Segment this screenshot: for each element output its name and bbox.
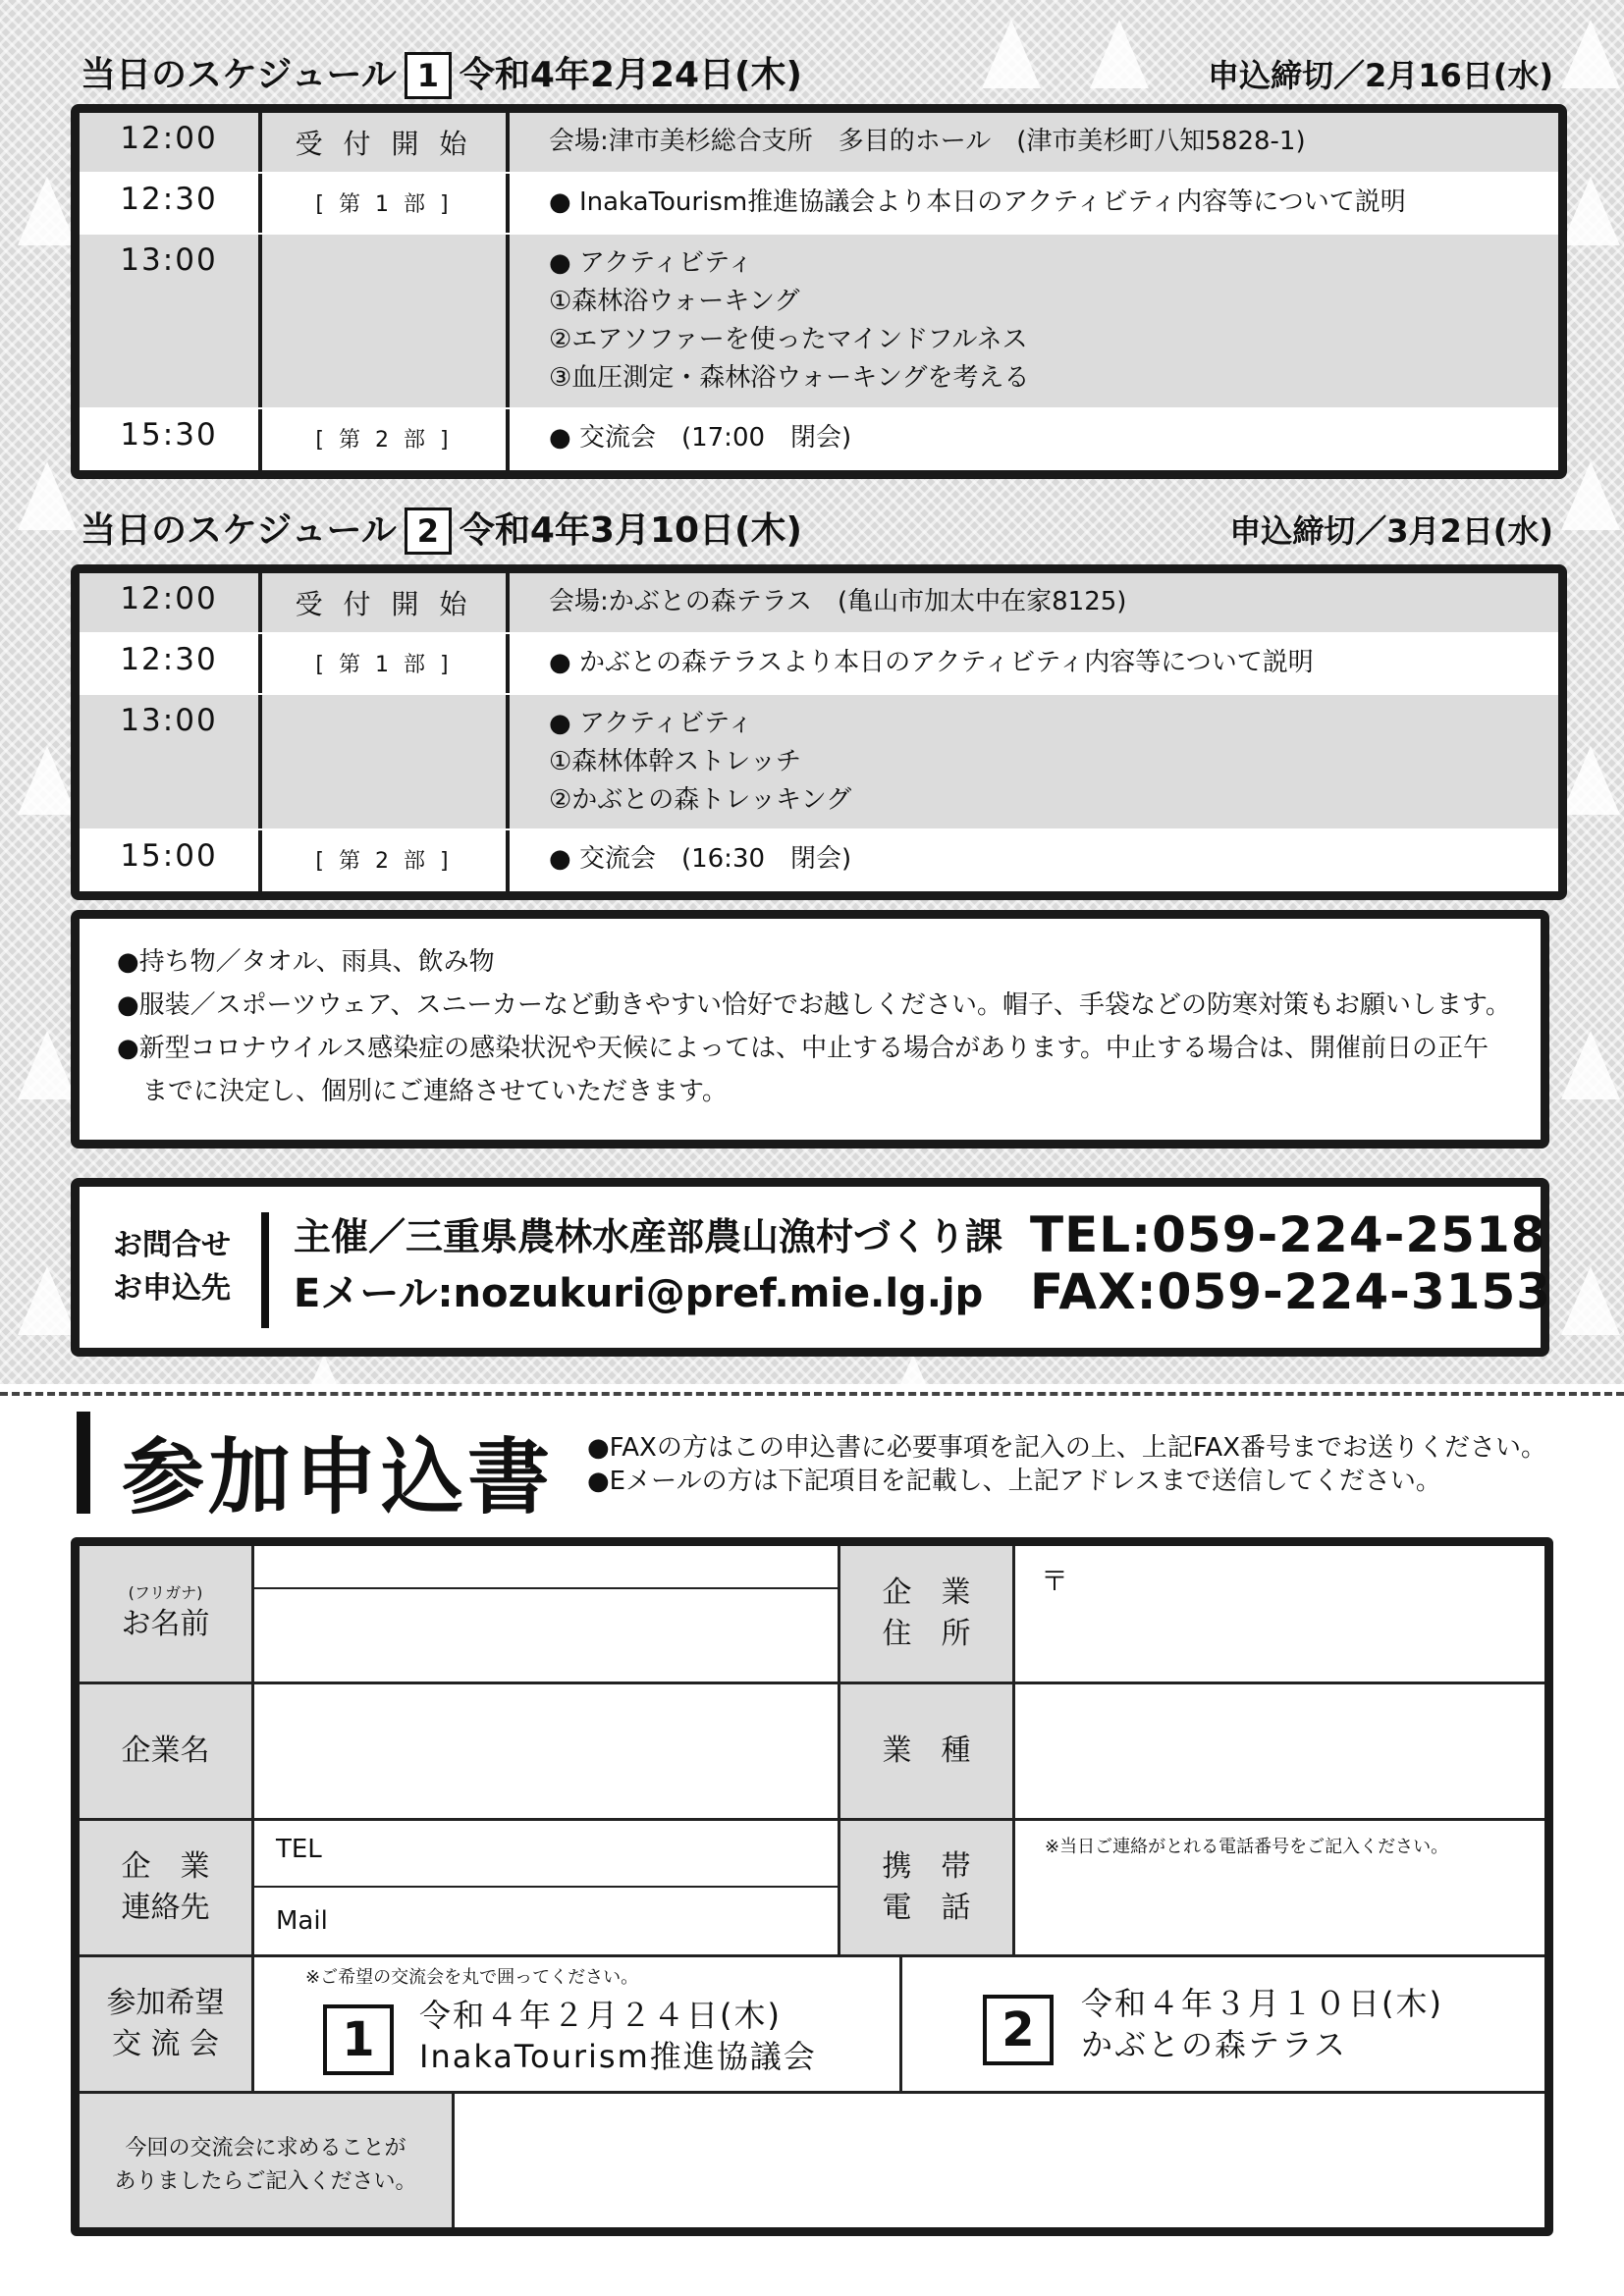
event-option-2[interactable] — [902, 1957, 1545, 2091]
schedule-row — [80, 573, 1558, 634]
schedule-content — [510, 409, 1558, 470]
schedule-row — [80, 634, 1558, 695]
tree-decoration — [1561, 1031, 1620, 1099]
schedule-content — [510, 830, 1558, 891]
schedule-content — [510, 174, 1558, 233]
schedule-time: 12:30 — [80, 174, 262, 233]
mobile-note: ※当日ご連絡がとれる電話番号をご記入ください。 — [1045, 1837, 1449, 1857]
schedule-content-line: ①森林体幹ストレッチ — [549, 747, 802, 776]
request-label-cell — [80, 2094, 452, 2236]
schedule-row — [80, 113, 1558, 174]
schedule1-header — [81, 47, 1553, 106]
industry-label-cell — [840, 1684, 1012, 1818]
tel-input[interactable] — [254, 1821, 838, 1886]
mobile-label-line2: 電 話 — [882, 1891, 971, 1925]
tree-decoration — [18, 1266, 77, 1335]
name-label-cell — [80, 1546, 251, 1682]
schedule-time: 15:30 — [80, 409, 262, 470]
option2-text — [1081, 1983, 1443, 2065]
schedule-content-line: 会場:津市美杉総合支所 多目的ホール (津市美杉町八知5828-1) — [549, 127, 1306, 156]
grid-line — [254, 1886, 838, 1888]
schedule2-date: 令和4年3月10日(木) — [459, 510, 802, 551]
company-label-cell — [80, 1684, 251, 1818]
contact-label — [113, 1224, 231, 1310]
contact-tel[interactable]: TEL:059-224-2518 — [1030, 1206, 1546, 1263]
schedule-row — [80, 174, 1558, 235]
schedule-time: 13:00 — [80, 235, 262, 407]
schedule-content-line: ②かぶとの森トレッキング — [549, 785, 852, 815]
schedule1-table — [71, 104, 1567, 479]
postal-mark: 〒 — [1041, 1565, 1069, 1597]
schedule2-title-prefix: 当日のスケジュール — [81, 510, 397, 551]
schedule1-deadline: 申込締切／2月16日(水) — [1207, 57, 1553, 94]
schedule-content-line: ● 交流会 (17:00 閉会) — [549, 423, 852, 453]
contact-label-line2: お申込先 — [113, 1271, 231, 1306]
schedule-content-line: ③血圧測定・森林浴ウォーキングを考える — [549, 363, 1030, 393]
tree-decoration — [18, 461, 77, 530]
schedule1-title — [81, 47, 802, 99]
grid-line — [251, 1546, 254, 2091]
contact-email[interactable]: Eメール:nozukuri@pref.mie.lg.jp — [294, 1271, 984, 1316]
grid-line — [80, 1818, 1544, 1821]
request-input[interactable] — [455, 2094, 1545, 2236]
tree-decoration — [1561, 461, 1620, 530]
schedule-row — [80, 695, 1558, 830]
schedule-part: [ 第 2 部 ] — [262, 409, 510, 470]
schedule2-title — [81, 503, 802, 555]
schedule2-table — [71, 564, 1567, 900]
schedule-content-line: ● アクティビティ — [549, 248, 754, 278]
note-cancellation-cont: までに決定し、個別にご連絡させていただきます。 — [142, 1077, 728, 1106]
name-label: お名前 — [121, 1607, 210, 1641]
schedule-part: [ 第 1 部 ] — [262, 174, 510, 233]
schedule-time: 12:00 — [80, 113, 262, 172]
schedule-content-line: ● かぶとの森テラスより本日のアクティビティ内容等について説明 — [549, 648, 1314, 677]
schedule-part — [262, 695, 510, 828]
option2-date: 令和４年３月１０日(木) — [1081, 1985, 1443, 2022]
schedule-content — [510, 113, 1558, 172]
option2-number: 2 — [983, 1995, 1054, 2065]
company-input[interactable] — [254, 1684, 838, 1818]
contact-label-cell — [80, 1821, 251, 1954]
application-title: 参加申込書 — [122, 1429, 555, 1525]
industry-label: 業 種 — [882, 1734, 971, 1768]
company-label: 企業名 — [121, 1734, 210, 1768]
contact-info-label-line1: 企 業 — [121, 1849, 210, 1884]
schedule2-number: 2 — [405, 507, 452, 555]
schedule-row — [80, 409, 1558, 470]
tree-decoration — [884, 1355, 943, 1423]
schedule-part: [ 第 2 部 ] — [262, 830, 510, 891]
contact-label-line1: お問合せ — [113, 1228, 231, 1262]
schedule-content-line: ①森林浴ウォーキング — [549, 287, 800, 316]
schedule-time: 13:00 — [80, 695, 262, 828]
contact-info-label-line2: 連絡先 — [121, 1891, 210, 1925]
grid-line — [1012, 1546, 1015, 1954]
tree-decoration — [1561, 1266, 1620, 1335]
grid-line — [80, 1682, 1544, 1684]
schedule-content — [510, 634, 1558, 693]
organizer-name: 主催／三重県農林水産部農山漁村づくり課 — [294, 1215, 1003, 1258]
name-input[interactable] — [254, 1589, 838, 1682]
option1-venue: InakaTourism推進協議会 — [419, 2038, 817, 2075]
application-form — [71, 1537, 1553, 2236]
schedule-content — [510, 573, 1558, 632]
contact-main — [294, 1208, 1002, 1322]
schedule1-title-prefix: 当日のスケジュール — [81, 55, 397, 95]
schedule-time: 12:30 — [80, 634, 262, 693]
schedule-time: 15:00 — [80, 830, 262, 891]
application-note-fax: ●FAXの方はこの申込書に必要事項を記入の上、上記FAX番号までお送りください。 — [587, 1433, 1547, 1463]
grid-line — [80, 1954, 1544, 1957]
note-belongings: ●持ち物／タオル、雨具、飲み物 — [117, 947, 495, 977]
event-option-1[interactable] — [254, 1957, 899, 2091]
mail-label: Mail — [276, 1906, 328, 1936]
tel-label: TEL — [276, 1835, 322, 1864]
application-note-email: ●Eメールの方は下記項目を記載し、上記アドレスまで送信してください。 — [587, 1467, 1441, 1496]
schedule-content — [510, 235, 1558, 407]
schedule-content-line: 会場:かぶとの森テラス (亀山市加太中在家8125) — [549, 587, 1127, 616]
option1-number: 1 — [323, 2004, 394, 2075]
mobile-label-line1: 携 帯 — [882, 1849, 971, 1884]
schedule2-deadline: 申込締切／3月2日(水) — [1229, 512, 1553, 550]
option1-date: 令和４年２月２４日(木) — [419, 1997, 782, 2034]
schedule2-header — [81, 503, 1553, 561]
address-label-cell — [840, 1546, 1012, 1682]
schedule-part: 受 付 開 始 — [262, 573, 510, 632]
address-label-line2: 住 所 — [882, 1617, 971, 1651]
tree-decoration — [1561, 746, 1620, 815]
schedule-content-line: ● 交流会 (16:30 閉会) — [549, 844, 852, 874]
notes-box — [71, 910, 1549, 1148]
mobile-input[interactable] — [1015, 1821, 1545, 1954]
grid-line — [254, 1587, 838, 1589]
grid-line — [838, 1546, 840, 1954]
contact-divider — [261, 1212, 269, 1328]
application-title-bar — [77, 1412, 90, 1514]
cut-line — [0, 1392, 1624, 1396]
schedule-part: 受 付 開 始 — [262, 113, 510, 172]
event-label-cell — [80, 1957, 251, 2091]
address-label-line1: 企 業 — [882, 1575, 971, 1610]
furigana-label: (フリガナ) — [128, 1583, 203, 1602]
schedule-content-line: ②エアソファーを使ったマインドフルネス — [549, 325, 1028, 354]
contact-phones — [1030, 1206, 1551, 1320]
request-label-line2: ありましたらご記入ください。 — [114, 2168, 417, 2194]
mobile-label-cell — [840, 1821, 1012, 1954]
option2-venue: かぶとの森テラス — [1081, 2026, 1348, 2063]
schedule-part — [262, 235, 510, 407]
tree-decoration — [1561, 20, 1620, 88]
tree-decoration — [18, 746, 77, 815]
schedule-part: [ 第 1 部 ] — [262, 634, 510, 693]
option1-text — [419, 1995, 817, 2077]
event-note: ※ご希望の交流会を丸で囲ってください。 — [305, 1967, 639, 1988]
tree-decoration — [18, 177, 77, 245]
schedule1-date: 令和4年2月24日(木) — [459, 55, 802, 95]
mail-input[interactable] — [254, 1889, 838, 1954]
schedule-content-line: ● InakaTourism推進協議会より本日のアクティビティ内容等について説明 — [549, 187, 1406, 217]
schedule-row — [80, 235, 1558, 409]
note-clothing: ●服装／スポーツウェア、スニーカーなど動きやすい恰好でお越しください。帽子、手袋などの防寒対策もお願いします。 — [117, 990, 1511, 1020]
request-label-line1: 今回の交流会に求めることが — [125, 2135, 406, 2161]
contact-box — [71, 1178, 1552, 1357]
grid-line — [452, 2091, 455, 2236]
schedule1-number: 1 — [405, 52, 452, 99]
schedule-time: 12:00 — [80, 573, 262, 632]
furigana-input[interactable] — [254, 1546, 838, 1587]
schedule-row — [80, 830, 1558, 891]
event-label-line2: 交 流 会 — [111, 2027, 220, 2061]
address-input[interactable] — [1015, 1546, 1545, 1682]
application-notes — [587, 1431, 1546, 1498]
schedule-content-line: ● アクティビティ — [549, 709, 754, 738]
schedule-content — [510, 695, 1558, 828]
event-label-line1: 参加希望 — [106, 1986, 225, 2020]
tree-decoration — [18, 1031, 77, 1099]
industry-input[interactable] — [1015, 1684, 1545, 1818]
note-cancellation: ●新型コロナウイルス感染症の感染状況や天候によっては、中止する場合があります。中止する場合は、開催前日の正午 — [117, 1034, 1489, 1063]
grid-line — [899, 1954, 902, 2091]
tree-decoration — [1561, 177, 1620, 245]
contact-fax[interactable]: FAX:059-224-3153 — [1030, 1263, 1552, 1320]
grid-line — [80, 2091, 1544, 2094]
